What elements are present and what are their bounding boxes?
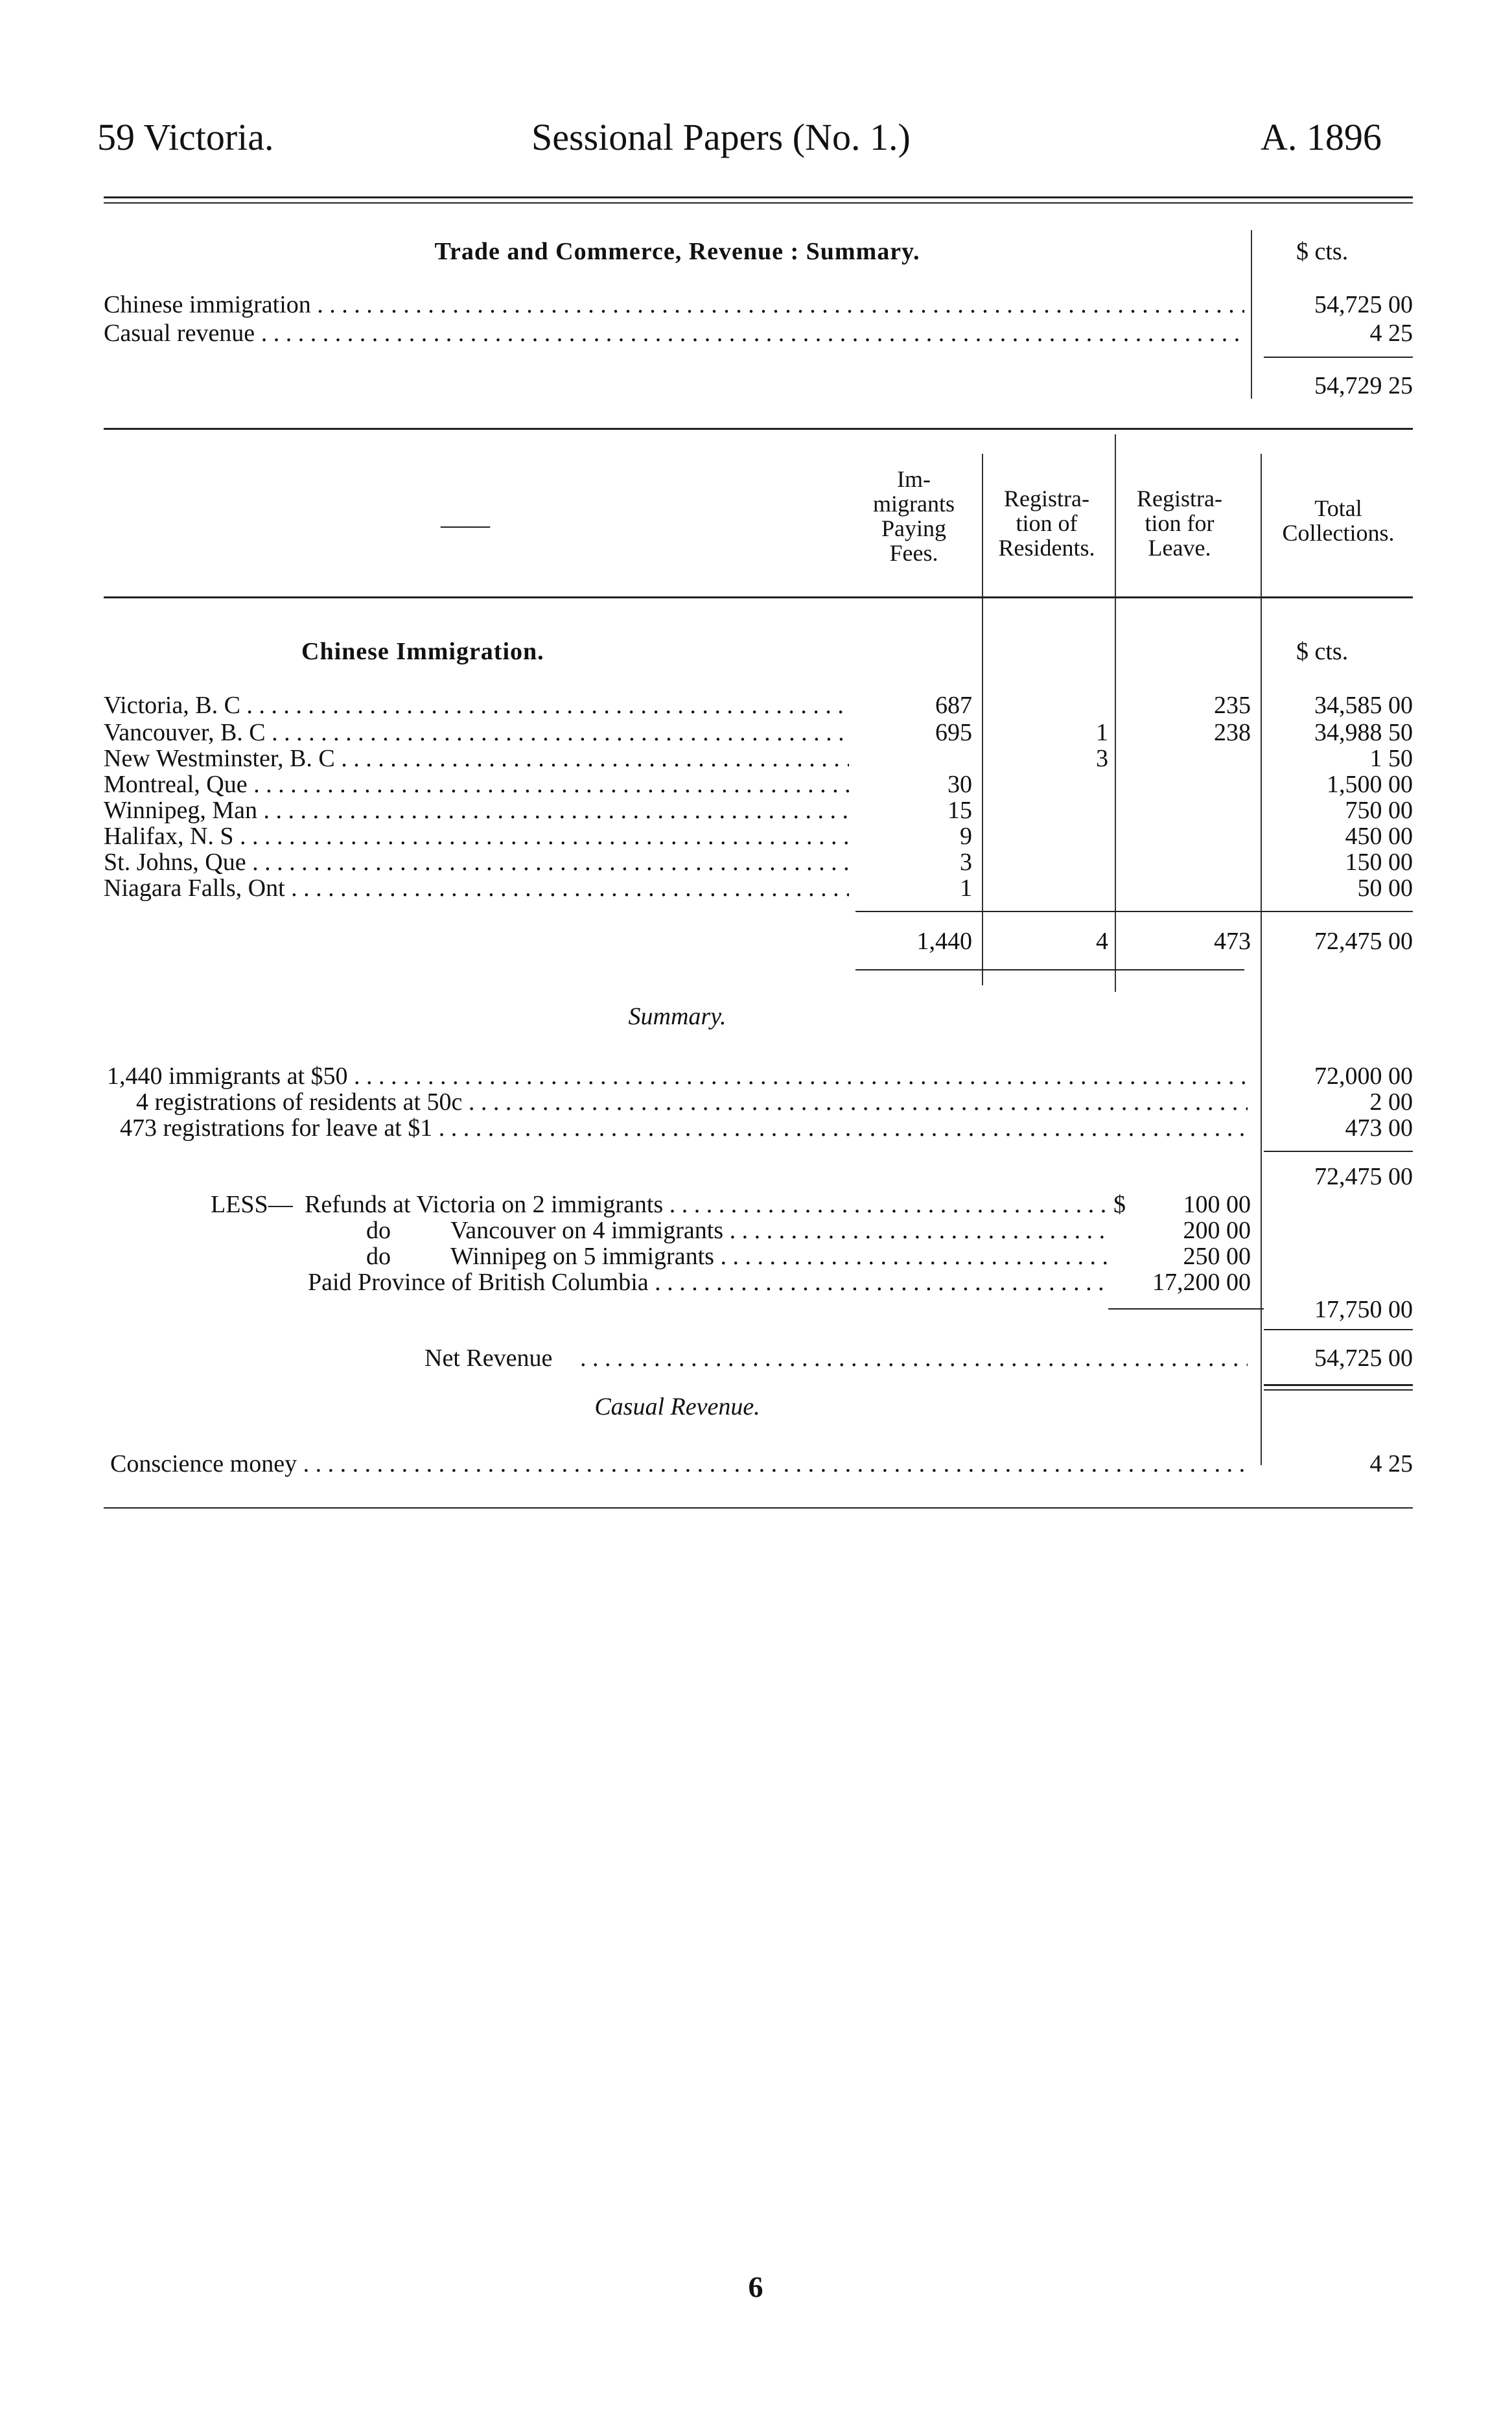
summary-row-leave-label: 473 registrations for leave at $1 . . . <box>120 1115 1248 1141</box>
conscience-money-amount: 4 25 <box>1369 1450 1413 1477</box>
table-head-rule <box>104 596 1413 598</box>
deduction-label: Winnipeg on 5 immigrants . . . <box>450 1243 1108 1269</box>
col-head-fees: Im- migrants Paying Fees. <box>873 466 955 566</box>
row-place: Niagara Falls, Ont . . . <box>104 875 849 901</box>
deduction-total-rule <box>1108 1308 1264 1310</box>
total-residents: 4 <box>1096 928 1108 955</box>
row-residents: 1 <box>1096 719 1108 746</box>
net-revenue-leader <box>580 1345 1248 1371</box>
summary-subtotal-rule <box>1264 1151 1413 1152</box>
total-fees: 1,440 <box>916 928 972 955</box>
deduction-label: Vancouver on 4 immigrants . . . <box>450 1217 1108 1243</box>
row-total: 450 00 <box>1345 823 1413 850</box>
row-place: St. Johns, Que . . . <box>104 849 849 875</box>
deduction-label: Refunds at Victoria on 2 immigrants . . . <box>305 1192 1108 1217</box>
header-volume: 59 Victoria. <box>97 116 274 158</box>
row-leave: 238 <box>1214 719 1251 746</box>
row-total: 34,585 00 <box>1314 692 1413 719</box>
row-total: 150 00 <box>1345 849 1413 876</box>
table-blank-head: —— <box>441 511 490 539</box>
summary-top-label-casual: Casual revenue . . . <box>104 320 1244 346</box>
summary-top-amount-casual: 4 25 <box>1369 320 1413 347</box>
casual-revenue-title: Casual Revenue. <box>594 1393 760 1420</box>
summary-row-residents-amount: 2 00 <box>1369 1088 1413 1116</box>
row-residents: 3 <box>1096 745 1108 772</box>
total-leave: 473 <box>1214 928 1251 955</box>
row-place: Winnipeg, Man . . . <box>104 797 849 823</box>
summary-top-title: Trade and Commerce, Revenue : Summary. <box>434 238 920 265</box>
row-fees: 15 <box>948 797 972 824</box>
table-bottom-rule <box>855 969 1244 970</box>
row-place: Vancouver, B. C . . . <box>104 720 849 746</box>
table-currency: $ cts. <box>1296 638 1349 665</box>
deduction-amount: 200 00 <box>1183 1217 1251 1244</box>
row-fees: 695 <box>935 719 972 746</box>
table-totals-rule <box>855 911 1413 912</box>
col-head-total: Total Collections. <box>1282 495 1395 546</box>
header-rule <box>104 196 1413 198</box>
col-head-residents: Registra- tion of Residents. <box>998 486 1095 561</box>
deduction-total: 17,750 00 <box>1314 1296 1413 1323</box>
summary-top-total: 54,729 25 <box>1314 372 1413 399</box>
table-top-rule <box>104 428 1413 430</box>
summary-title: Summary. <box>628 1003 727 1030</box>
net-revenue-rule <box>1264 1329 1413 1330</box>
summary-top-divider <box>1251 230 1252 399</box>
page-number: 6 <box>748 2270 764 2303</box>
row-total: 1 50 <box>1369 745 1413 772</box>
row-fees: 9 <box>960 823 972 850</box>
summary-subtotal: 72,475 00 <box>1314 1163 1413 1190</box>
row-total: 34,988 50 <box>1314 719 1413 746</box>
header-year: A. 1896 <box>1261 116 1382 158</box>
deduction-label: Paid Province of British Columbia . . . <box>308 1269 1108 1295</box>
less-prefix: LESS— <box>211 1191 293 1218</box>
summary-row-residents-label: 4 registrations of residents at 50c . . . <box>136 1089 1248 1115</box>
summary-top-total-rule <box>1264 357 1413 358</box>
row-total: 1,500 00 <box>1327 771 1413 798</box>
section-title-chinese-immigration: Chinese Immigration. <box>301 638 544 665</box>
net-revenue-amount: 54,725 00 <box>1314 1345 1413 1372</box>
deduction-amount: 17,200 00 <box>1152 1269 1251 1296</box>
total-collections: 72,475 00 <box>1314 928 1413 955</box>
header-title: Sessional Papers (No. 1.) <box>531 116 911 158</box>
row-leave: 235 <box>1214 692 1251 719</box>
row-fees: 3 <box>960 849 972 876</box>
summary-top-currency: $ cts. <box>1296 238 1349 265</box>
deduction-amount: 100 00 <box>1183 1191 1251 1218</box>
col-head-leave: Registra- tion for Leave. <box>1137 486 1222 561</box>
conscience-money-label: Conscience money . . . <box>110 1451 1248 1477</box>
col-divider-3 <box>1261 454 1262 1465</box>
summary-row-immigrants-label: 1,440 immigrants at $50 . . . <box>107 1063 1248 1089</box>
summary-top-amount-chinese: 54,725 00 <box>1314 291 1413 318</box>
row-place: New Westminster, B. C . . . <box>104 746 849 771</box>
bottom-rule <box>104 1507 1413 1509</box>
row-place: Victoria, B. C . . . <box>104 692 849 718</box>
row-fees: 687 <box>935 692 972 719</box>
net-revenue-double-rule <box>1264 1384 1413 1386</box>
net-revenue-label-text: Net Revenue <box>425 1345 553 1372</box>
deduction-amount: 250 00 <box>1183 1243 1251 1270</box>
summary-row-leave-amount: 473 00 <box>1345 1114 1413 1142</box>
deduction-ditto: do <box>366 1217 391 1244</box>
row-fees: 30 <box>948 771 972 798</box>
row-place: Halifax, N. S . . . <box>104 823 849 849</box>
deduction-dollar: $ <box>1113 1191 1126 1218</box>
row-total: 50 00 <box>1357 875 1413 902</box>
deduction-ditto: do <box>366 1243 391 1270</box>
summary-row-immigrants-amount: 72,000 00 <box>1314 1063 1413 1090</box>
summary-top-label-chinese: Chinese immigration . . . <box>104 292 1244 318</box>
net-revenue-double-rule-2 <box>1264 1389 1413 1391</box>
header-rule-2 <box>104 202 1413 204</box>
row-place: Montreal, Que . . . <box>104 771 849 797</box>
row-fees: 1 <box>960 875 972 902</box>
row-total: 750 00 <box>1345 797 1413 824</box>
